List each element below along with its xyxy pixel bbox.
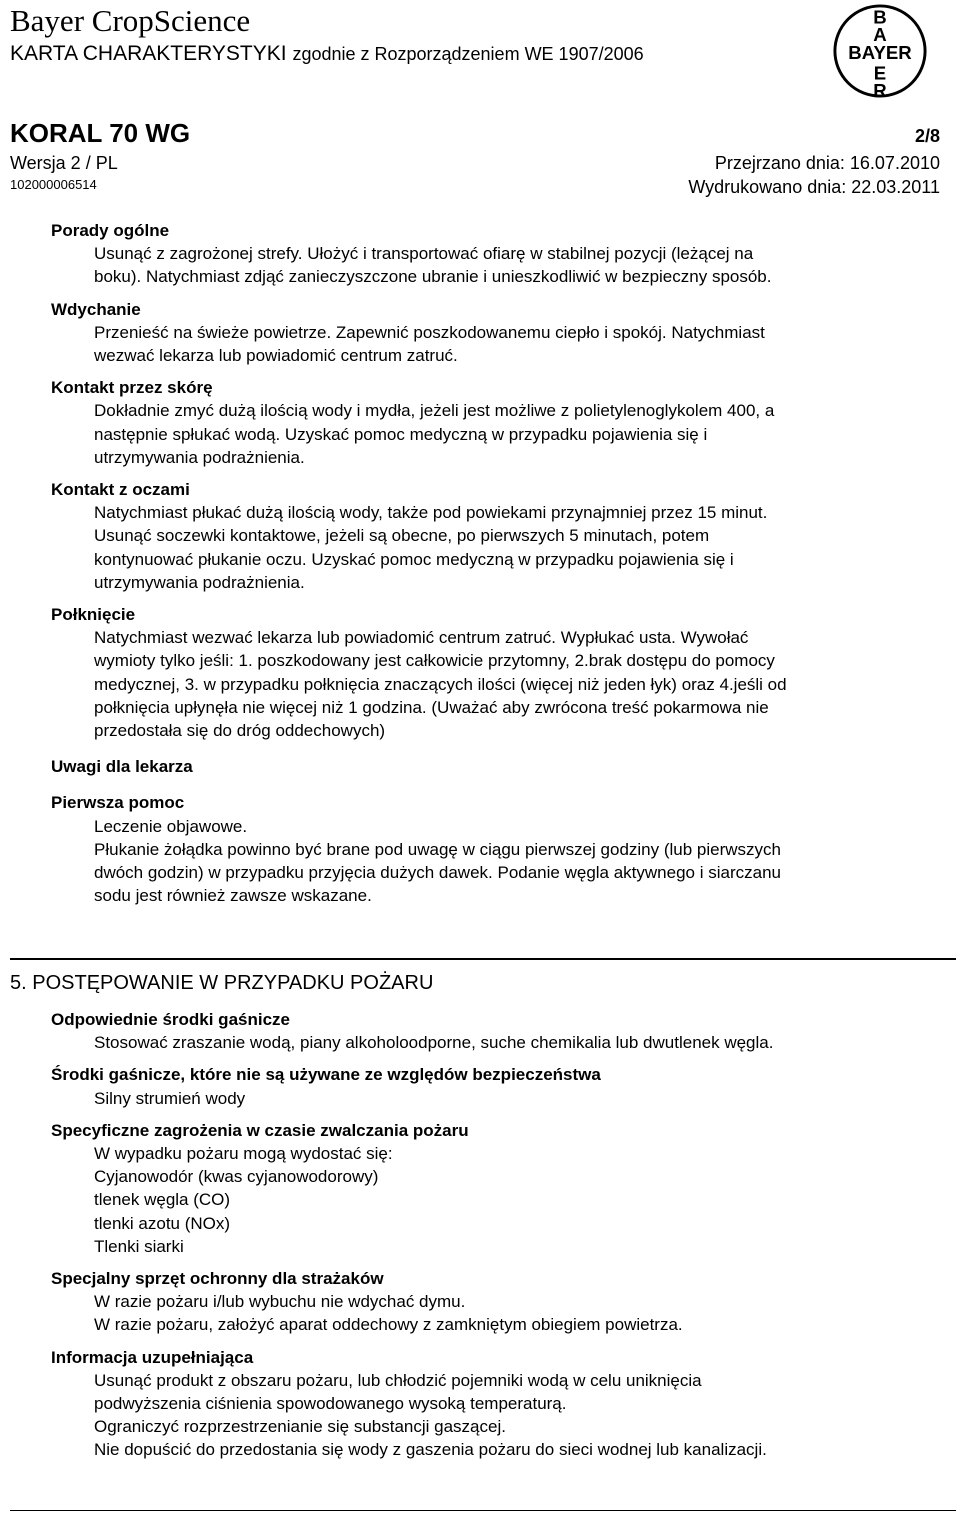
- review-date: Przejrzano dnia: 16.07.2010: [714, 153, 940, 173]
- text-line: Silny strumień wody: [94, 1088, 246, 1108]
- brand-name: Bayer CropScience: [10, 3, 251, 38]
- heading-suitable-media: Odpowiednie środki gaśnicze: [51, 1010, 290, 1029]
- heading-protective-equipment: Specjalny sprzęt ochronny dla strażaków: [51, 1269, 384, 1289]
- page-number: 2/8: [914, 126, 940, 146]
- text-line: sodu jest również zawsze wskazane.: [94, 886, 372, 906]
- text-line: tlenki azotu (NOx): [94, 1213, 231, 1233]
- heading-general-advice: Porady ogólne: [51, 221, 170, 240]
- text-line: Cyjanowodór (kwas cyjanowodorowy): [94, 1167, 379, 1187]
- logo-word: BAYER: [848, 41, 912, 63]
- text-line: Płukanie żołądka powinno być brane pod uwagę w ciągu pierwszej godziny (lub pierwszych: [94, 839, 781, 859]
- heading-ingestion: Połknięcie: [51, 605, 136, 625]
- text-line: utrzymywania podrażnienia.: [94, 572, 305, 592]
- text-line: boku). Natychmiast zdjąć zanieczyszczone ubranie i unieszkodliwić w bezpieczny sposób.: [94, 267, 772, 287]
- text-line: W razie pożaru, założyć aparat oddechowy z zamkniętym obiegiem powietrza.: [94, 1315, 683, 1335]
- text-line: przedostała się do dróg oddechowych): [94, 721, 386, 741]
- heading-unsuitable-media: Środki gaśnicze, które nie są używane ze względów bezpieczeństwa: [51, 1065, 601, 1085]
- fire-fighting-section: [51, 1008, 931, 1462]
- text-line: Przenieść na świeże powietrze. Zapewnić poszkodowanemu ciepło i spokój. Natychmiast: [94, 322, 765, 342]
- text-line: Natychmiast wezwać lekarza lub powiadomić centrum zatruć. Wypłukać usta. Wywołać: [94, 628, 749, 648]
- text-line: Ograniczyć rozprzestrzenianie się substancji gaszącej.: [94, 1417, 506, 1437]
- text-line: Tlenki siarki: [94, 1236, 184, 1256]
- document-code: 102000006514: [10, 177, 97, 192]
- text-line: kontynuować płukanie oczu. Uzyskać pomoc medyczną w przypadku pojawienia się i: [94, 549, 734, 569]
- text-line: Dokładnie zmyć dużą ilością wody i mydła, jeżeli jest możliwe z polietylenoglykolem 400, a: [94, 401, 775, 421]
- product-name: KORAL 70 WG: [10, 118, 191, 148]
- version-label: Wersja 2 / PL: [10, 153, 118, 173]
- text-line: Usunąć produkt z obszaru pożaru, lub chłodzić pojemniki wodą w celu uniknięcia: [94, 1370, 702, 1390]
- first-aid-section: [51, 219, 931, 907]
- document-title: [10, 41, 644, 67]
- text-line: medycznej, 3. w przypadku połknięcia znaczących ilości (więcej niż jeden łyk) oraz 4.jeśli od: [94, 674, 787, 694]
- text-line: Natychmiast płukać dużą ilością wody, także pod powiekami przynajmniej przez 15 minut.: [94, 503, 768, 523]
- text-line: połknięcia upłynęła nie więcej niż 1 godzina. (Uważać aby zwrócona treść pokarmowa nie: [94, 697, 769, 717]
- section-5-title: 5. POSTĘPOWANIE W PRZYPADKU POŻARU: [10, 972, 434, 994]
- text-line: Stosować zraszanie wodą, piany alkoholoodporne, suche chemikalia lub dwutlenek węgla.: [94, 1033, 774, 1053]
- heading-skin-contact: Kontakt przez skórę: [51, 378, 213, 398]
- text-line: W razie pożaru i/lub wybuchu nie wdychać dymu.: [94, 1292, 466, 1312]
- text-line: tlenek węgla (CO): [94, 1190, 231, 1210]
- text-line: wymioty tylko jeśli: 1. poszkodowany jest całkowicie przytomny, 2.brak dostępu do pomocy: [94, 651, 775, 671]
- logo-letter-a: A: [873, 24, 887, 46]
- text-line: Usunąć z zagrożonej strefy. Ułożyć i transportować ofiarę w stabilnej pozycji (leżącej na: [94, 244, 754, 264]
- text-line: dwóch godzin) w przypadku przyjęcia dużych dawek. Podanie węgla aktywnego i siarczanu: [94, 863, 781, 883]
- text-line: wezwać lekarza lub powiadomić centrum zatruć.: [94, 346, 458, 366]
- text-line: Usunąć soczewki kontaktowe, jeżeli są obecne, po pierwszych 5 minutach, potem: [94, 526, 710, 546]
- text-line: W wypadku pożaru mogą wydostać się:: [94, 1144, 393, 1164]
- text-line: Leczenie objawowe.: [94, 816, 248, 836]
- document-title-regulation: zgodnie z Rozporządzeniem WE 1907/2006: [292, 44, 644, 64]
- logo-letter-r: R: [873, 80, 887, 100]
- section-divider: [10, 958, 956, 960]
- logo-letter-e: E: [873, 62, 887, 84]
- heading-first-aid: Pierwsza pomoc: [51, 793, 185, 813]
- heading-eye-contact: Kontakt z oczami: [51, 480, 190, 500]
- heading-specific-hazards: Specyficzne zagrożenia w czasie zwalczania pożaru: [51, 1120, 469, 1140]
- bayer-cross-logo: [831, 2, 929, 100]
- text-line: następnie spłukać wodą. Uzyskać pomoc medyczną w przypadku pojawienia się i: [94, 424, 708, 444]
- heading-further-information: Informacja uzupełniająca: [51, 1347, 254, 1367]
- text-line: Nie dopuścić do przedostania się wody z gaszenia pożaru do sieci wodnej lub kanalizacji.: [94, 1440, 767, 1460]
- text-line: utrzymywania podrażnienia.: [94, 447, 305, 467]
- print-date: Wydrukowano dnia: 22.03.2011: [688, 177, 940, 197]
- footer-divider: [10, 1510, 956, 1511]
- text-line: podwyższenia ciśnienia spowodowanego wysoką temperaturą.: [94, 1394, 567, 1414]
- logo-letter-b: B: [873, 6, 887, 28]
- document-title-main: KARTA CHARAKTERYSTYKI: [10, 42, 287, 65]
- heading-notes-for-doctor: Uwagi dla lekarza: [51, 757, 193, 777]
- heading-inhalation: Wdychanie: [51, 299, 141, 319]
